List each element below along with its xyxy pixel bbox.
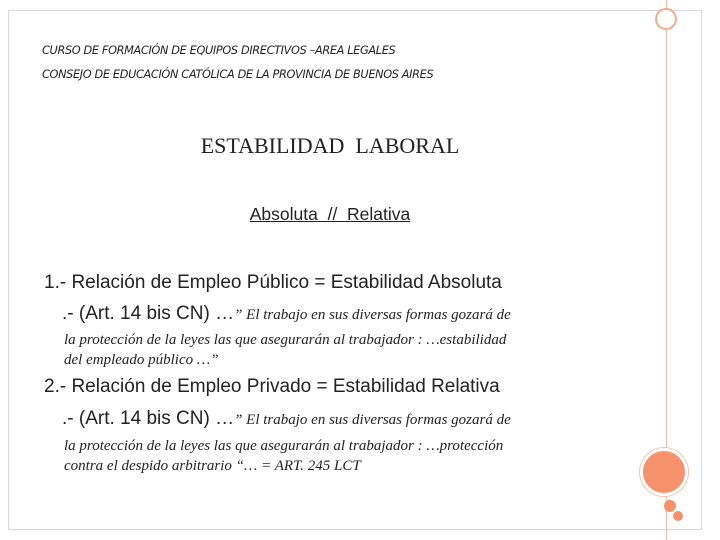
item-1-quote-line-3: del empleado público …” [64, 352, 219, 368]
item-1-quote-line-2: la protección de la leyes las que asegurarán al trabajador : …estabilidad [64, 332, 507, 348]
item-1-quote-start: ” El trabajo en sus diversas formas gozará de [234, 307, 511, 323]
decorative-circle-small [664, 500, 676, 512]
decorative-ring-top [655, 8, 677, 30]
page-title [0, 133, 660, 159]
item-2-quote-line-2: la protección de la leyes las que asegurarán al trabajador : …protección [64, 438, 504, 454]
item-1-article-line [62, 303, 511, 325]
page-subtitle [0, 204, 660, 225]
item-2-article: .- (Art. 14 bis CN) … [62, 408, 235, 429]
item-2-heading: 2.- Relación de Empleo Privado = Estabilidad Relativa [44, 376, 500, 397]
decorative-circle-tiny [673, 511, 683, 521]
item-1-quote-continuation [64, 330, 506, 370]
item-2-quote-start: ” El trabajo en sus diversas formas gozará de [234, 412, 511, 428]
item-2-quote-continuation [64, 436, 503, 476]
page-subtitle-text: Absoluta // Relativa [249, 204, 411, 224]
item-1-article: .- (Art. 14 bis CN) … [62, 303, 235, 324]
page-title-text: ESTABILIDAD LABORAL [200, 133, 460, 158]
header-line-2: CONSEJO DE EDUCACIÓN CATÓLICA DE LA PROVINCIA DE BUENOS AIRES [42, 68, 434, 81]
header-line-1: CURSO DE FORMACIÓN DE EQUIPOS DIRECTIVOS –AREA LEGALES [42, 44, 396, 57]
item-2-quote-line-3: contra el despido arbitrario “… = ART. 245 LCT [64, 458, 361, 474]
item-1-heading: 1.- Relación de Empleo Público = Estabilidad Absoluta [44, 272, 502, 293]
item-2-article-line [62, 408, 511, 430]
decorative-circle-large [640, 448, 688, 496]
